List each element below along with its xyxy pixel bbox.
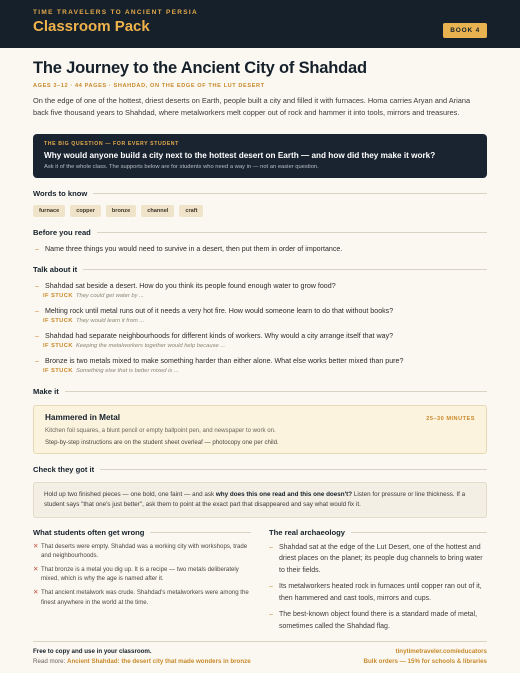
two-columns xyxy=(33,518,487,633)
divider xyxy=(351,532,487,533)
fact-text: The best-known object found there is a standard made of metal, sometimes called the Shahdad flag. xyxy=(279,611,478,630)
misconception-text: That bronze is a metal you dig up. It is a recipe — two metals deliberately mixed, which is why the age is named after it. xyxy=(41,566,239,583)
stuck-hint xyxy=(43,343,487,349)
check-card xyxy=(33,482,487,517)
series-label: TIME TRAVELERS TO ANCIENT PERSIA xyxy=(33,9,198,16)
section-archaeology xyxy=(269,528,487,537)
dash-bullet: – xyxy=(35,282,39,291)
question-text: Bronze is two metals mixed to make something harder than either alone. What else works better mixed than pure? xyxy=(45,357,404,366)
activity-title: Hammered in Metal xyxy=(45,413,121,423)
footer-left xyxy=(33,648,251,665)
list-item xyxy=(269,609,487,632)
activity-steps: Step-by-step instructions are on the student sheet overleaf — photocopy one per child. xyxy=(45,439,279,447)
dash-bullet: – xyxy=(269,583,273,591)
list-item xyxy=(269,542,487,577)
book-intro: On the edge of one of the hottest, driest deserts on Earth, people built a city and filled it with furnaces. Homa carries Aryan and Ariana back five thousand years to Shahdad, where metalworkers melt copper out of rock and hammer it into tools, mirrors and treasures. xyxy=(33,96,471,118)
header-bar xyxy=(0,0,520,48)
big-question-note: Ask it of the whole class. The supports below are for students who need a way in — not an easier question. xyxy=(44,164,319,171)
misconception-text: That ancient metalwork was crude. Shahdad's metalworkers were among the finest anywhere in the world at the time. xyxy=(41,589,249,606)
divider xyxy=(83,269,487,270)
question-text: Shahdad sat beside a desert. How do you think its people found enough water to grow food? xyxy=(45,282,336,291)
word-chips xyxy=(33,205,487,217)
dash-bullet: – xyxy=(269,611,273,619)
big-question-text: Why would anyone build a city next to the hottest desert on Earth — and how did they make it work? xyxy=(44,151,436,161)
cross-icon: ✕ xyxy=(33,566,39,573)
talk-list xyxy=(33,281,487,374)
stuck-label: IF STUCK xyxy=(43,343,73,350)
list-item xyxy=(33,565,251,583)
stuck-hint xyxy=(43,368,487,374)
activity-card xyxy=(33,405,487,454)
bulk-orders: Bulk orders — 15% for schools & libraries xyxy=(363,658,487,665)
read-more xyxy=(33,658,251,665)
divider xyxy=(100,469,487,470)
cross-icon: ✕ xyxy=(33,589,39,597)
hint-text: They would learn it from ... xyxy=(75,318,145,325)
book-badge: BOOK 4 xyxy=(443,23,487,38)
footer-right xyxy=(364,648,487,665)
section-heading: Before you read xyxy=(33,228,91,238)
activity-materials: Kitchen foil squares, a blunt pencil or empty ballpoint pen, and newspaper to work on. xyxy=(45,427,276,435)
section-words xyxy=(33,189,487,198)
word-chip: craft xyxy=(179,205,203,217)
hint-text: They could get water by ... xyxy=(75,293,144,300)
list-item xyxy=(33,542,251,560)
section-heading: Words to know xyxy=(33,189,88,199)
cross-icon: ✕ xyxy=(33,542,39,550)
word-chip: furnace xyxy=(33,205,65,217)
fact-text: Its metalworkers heated rock in furnaces until copper ran out of it, then hammered and cast tools, mirrors and cups. xyxy=(279,583,482,602)
stuck-label: IF STUCK xyxy=(43,368,73,375)
stuck-label: IF STUCK xyxy=(43,293,73,300)
divider xyxy=(93,193,487,194)
talk-question xyxy=(33,281,487,291)
check-question: why does this one read and this one doesn't? xyxy=(215,491,353,499)
section-make xyxy=(33,387,487,396)
big-question-label: THE BIG QUESTION — FOR EVERY STUDENT xyxy=(44,141,179,148)
hint-text: Keeping the metalworkers together would help because ... xyxy=(75,343,226,350)
section-before xyxy=(33,228,487,237)
question-text: Shahdad had separate neighbourhoods for different kinds of workers. Why would a city arrange itself that way? xyxy=(45,332,394,341)
before-text: Name three things you would need to survive in a desert, then put them in order of importance. xyxy=(45,245,343,254)
talk-question xyxy=(33,331,487,341)
misconception-text: That deserts were empty. Shahdad was a working city with workshops, trade and neighbourhoods. xyxy=(41,542,248,559)
divider xyxy=(150,532,251,533)
read-more-label: Read more: xyxy=(33,658,68,665)
talk-question xyxy=(33,306,487,316)
main-content xyxy=(0,59,520,632)
misconceptions-column xyxy=(33,518,251,633)
divider xyxy=(97,232,487,233)
word-chip: copper xyxy=(70,205,101,217)
section-heading: The real archaeology xyxy=(269,527,345,537)
pack-title: Classroom Pack xyxy=(33,18,150,35)
stuck-hint xyxy=(43,293,487,299)
section-heading: Make it xyxy=(33,387,59,397)
dash-bullet: – xyxy=(35,307,39,316)
hint-text: Something else that is better mixed is ... xyxy=(75,368,179,375)
free-note: Free to copy and use in your classroom. xyxy=(33,648,152,655)
big-question-card xyxy=(33,134,487,178)
dash-bullet: – xyxy=(35,245,39,254)
activity-time: 25–30 MINUTES xyxy=(426,416,475,423)
section-heading: Talk about it xyxy=(33,265,78,275)
section-wrong xyxy=(33,528,251,537)
fact-text: Shahdad sat at the edge of the Lut Desert, one of the hottest and driest places on the planet; its people dug channels to bring water to their fields. xyxy=(279,543,483,574)
list-item xyxy=(33,588,251,606)
word-chip: channel xyxy=(141,205,174,217)
footer xyxy=(33,641,487,665)
section-talk xyxy=(33,265,487,274)
check-text: Listen for pressure or line thickness. If a student says "that one's just better", ask them to point at the exact part that disappeared and say what would fix it. xyxy=(44,491,466,508)
divider xyxy=(65,391,487,392)
section-check xyxy=(33,465,487,474)
dash-bullet: – xyxy=(35,357,39,366)
list-item xyxy=(269,581,487,604)
talk-question xyxy=(33,356,487,366)
book-meta: AGES 3–12 · 44 PAGES · SHAHDAD, ON THE EDGE OF THE LUT DESERT xyxy=(33,83,265,89)
word-chip: bronze xyxy=(106,205,136,217)
dash-bullet: – xyxy=(269,543,273,551)
list-item xyxy=(33,244,487,254)
site-link[interactable]: tinytimetraveler.com/educators xyxy=(395,648,487,655)
section-heading: Check they got it xyxy=(33,465,95,475)
page-title: The Journey to the Ancient City of Shahdad xyxy=(33,59,367,77)
read-more-link[interactable]: Ancient Shahdad: the desert city that made wonders in bronze xyxy=(67,658,251,665)
dash-bullet: – xyxy=(35,332,39,341)
section-heading: What students often get wrong xyxy=(33,527,145,537)
stuck-label: IF STUCK xyxy=(43,318,73,325)
stuck-hint xyxy=(43,318,487,324)
question-text: Melting rock until metal runs out of it needs a very hot fire. How would someone learn to do that without books? xyxy=(45,307,394,316)
check-text: Hold up two finished pieces — one bold, one faint — and ask xyxy=(44,491,216,499)
archaeology-column xyxy=(269,518,487,633)
